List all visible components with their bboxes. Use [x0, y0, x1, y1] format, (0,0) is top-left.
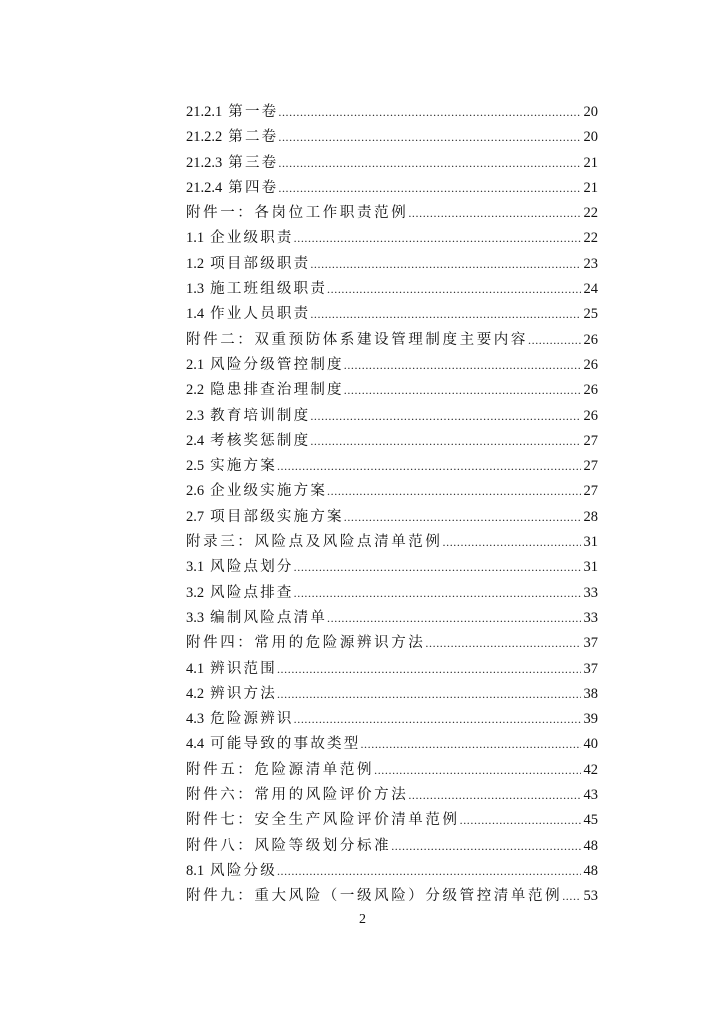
toc-entry-title: 企业级实施方案 [210, 483, 328, 500]
toc-entry[interactable] [186, 808, 598, 833]
toc-entry-title: 风险点划分 [210, 559, 294, 576]
toc-entry-page: 26 [583, 356, 598, 373]
toc-entry[interactable] [186, 277, 598, 302]
toc-entry-number: 1.4 [186, 306, 205, 323]
toc-entry[interactable] [186, 783, 598, 808]
toc-entry-title: 项目部级实施方案 [210, 508, 344, 525]
toc-entry-title: 辨识方法 [210, 685, 277, 702]
toc-dot-leader [327, 479, 581, 504]
toc-entry-page: 26 [583, 407, 598, 424]
toc-entry-page: 37 [583, 635, 598, 652]
toc-entry-title: 第一卷 [228, 104, 279, 120]
toc-entry-page: 22 [583, 205, 598, 222]
toc-entry-page: 21 [583, 154, 598, 171]
toc-entry[interactable] [186, 226, 598, 251]
toc-entry-page: 27 [583, 432, 598, 449]
toc-entry[interactable] [186, 657, 598, 682]
toc-entry-number: 8.1 [186, 862, 205, 879]
toc-entry-title: 附录三：风险点及风险点清单范例 [186, 534, 443, 551]
toc-dot-leader [294, 707, 581, 732]
toc-entry[interactable] [186, 834, 598, 859]
toc-entry-number: 21.2.2 [186, 129, 223, 146]
toc-dot-leader [310, 252, 581, 277]
toc-entry[interactable] [186, 176, 598, 201]
toc-entry-page: 20 [583, 129, 598, 146]
toc-entry-page: 48 [583, 862, 598, 879]
toc-entry-page: 23 [583, 255, 598, 272]
toc-entry[interactable] [186, 404, 598, 429]
toc-entry-title: 施工班组级职责 [210, 281, 328, 298]
toc-entry-title: 编制风险点清单 [210, 609, 328, 626]
toc-entry-page: 37 [583, 660, 598, 677]
toc-entry-page: 42 [583, 761, 598, 778]
toc-entry-page: 38 [583, 685, 598, 702]
toc-entry-number: 3.3 [186, 609, 205, 626]
toc-entry-title: 辨识范围 [210, 660, 277, 677]
toc-entry[interactable] [186, 682, 598, 707]
toc-entry[interactable] [186, 732, 598, 757]
toc-entry[interactable] [186, 859, 598, 884]
toc-entry-page: 27 [583, 458, 598, 475]
toc-dot-leader [360, 732, 581, 757]
toc-entry[interactable] [186, 125, 598, 150]
toc-entry-title: 第二卷 [228, 129, 279, 146]
toc-entry-page: 20 [583, 104, 598, 120]
toc-entry-title: 附件五：危险源清单范例 [186, 761, 375, 778]
toc-entry-title: 隐患排查治理制度 [210, 382, 344, 399]
toc-entry-page: 33 [583, 609, 598, 626]
toc-entry[interactable] [186, 429, 598, 454]
toc-dot-leader [278, 151, 581, 176]
toc-entry[interactable] [186, 378, 598, 403]
toc-entry[interactable] [186, 302, 598, 327]
toc-entry-number: 4.4 [186, 736, 205, 753]
toc-dot-leader [460, 808, 581, 833]
toc-entry[interactable] [186, 328, 598, 353]
toc-dot-leader [528, 328, 581, 353]
toc-dot-leader [391, 834, 581, 859]
toc-entry-title: 危险源辨识 [210, 711, 294, 728]
toc-entry-title: 教育培训制度 [210, 407, 311, 424]
toc-entry-title: 考核奖惩制度 [210, 432, 311, 449]
toc-entry-title: 附件九：重大风险（一级风险）分级管控清单范例 [186, 888, 563, 905]
toc-entry[interactable] [186, 555, 598, 580]
toc-entry[interactable] [186, 707, 598, 732]
toc-dot-leader [277, 454, 581, 479]
toc-dot-leader [344, 505, 581, 530]
toc-entry-number: 2.5 [186, 458, 205, 475]
toc-dot-leader [425, 631, 581, 656]
toc-dot-leader [294, 581, 581, 606]
toc-entry-page: 24 [583, 281, 598, 298]
toc-entry-title: 作业人员职责 [210, 306, 311, 323]
toc-dot-leader [327, 277, 581, 302]
toc-entry-number: 1.2 [186, 255, 205, 272]
toc-entry[interactable] [186, 151, 598, 176]
page-number: 2 [359, 912, 366, 927]
toc-entry-number: 2.7 [186, 508, 205, 525]
toc-entry-title: 附件二：双重预防体系建设管理制度主要内容 [186, 331, 528, 348]
toc-entry-title: 风险分级 [210, 862, 277, 879]
toc-entry[interactable] [186, 758, 598, 783]
toc-dot-leader [278, 176, 581, 201]
toc-entry-page: 48 [583, 837, 598, 854]
toc-entry[interactable] [186, 479, 598, 504]
toc-entry[interactable] [186, 454, 598, 479]
toc-entry[interactable] [186, 884, 598, 909]
toc-dot-leader [327, 606, 581, 631]
toc-entry-page: 53 [583, 888, 598, 905]
toc-dot-leader [310, 302, 581, 327]
toc-entry-number: 21.2.1 [186, 104, 223, 120]
toc-entry-page: 21 [583, 179, 598, 196]
toc-entry[interactable] [186, 201, 598, 226]
toc-entry[interactable] [186, 581, 598, 606]
toc-entry-title: 可能导致的事故类型 [210, 736, 361, 753]
toc-entry-number: 2.1 [186, 356, 205, 373]
toc-dot-leader [408, 201, 581, 226]
toc-entry-page: 40 [583, 736, 598, 753]
toc-dot-leader [294, 226, 581, 251]
toc-entry-number: 1.1 [186, 230, 205, 247]
toc-entry-number: 2.2 [186, 382, 205, 399]
table-of-contents [186, 100, 598, 910]
toc-entry-number: 4.1 [186, 660, 205, 677]
toc-dot-leader [310, 404, 581, 429]
toc-entry-page: 22 [583, 230, 598, 247]
toc-dot-leader [277, 657, 581, 682]
toc-entry-page: 31 [583, 534, 598, 551]
toc-dot-leader [344, 378, 581, 403]
toc-dot-leader [278, 100, 581, 125]
toc-entry-title: 项目部级职责 [210, 255, 311, 272]
toc-dot-leader [408, 783, 581, 808]
toc-entry-title: 风险点排查 [210, 584, 294, 601]
toc-entry[interactable] [186, 505, 598, 530]
toc-entry-number: 4.2 [186, 685, 205, 702]
toc-entry-title: 附件六：常用的风险评价方法 [186, 787, 409, 804]
toc-entry-title: 第三卷 [228, 154, 279, 171]
toc-entry-page: 27 [583, 483, 598, 500]
toc-dot-leader [310, 429, 581, 454]
toc-entry-page: 43 [583, 787, 598, 804]
toc-entry-title: 第四卷 [228, 179, 279, 196]
toc-dot-leader [443, 530, 582, 555]
toc-dot-leader [294, 555, 581, 580]
toc-entry-page: 39 [583, 711, 598, 728]
toc-dot-leader [562, 884, 581, 909]
toc-entry[interactable] [186, 353, 598, 378]
toc-entry-number: 21.2.3 [186, 154, 223, 171]
toc-entry-number: 21.2.4 [186, 179, 223, 196]
toc-entry-page: 26 [583, 331, 598, 348]
toc-entry-number: 2.3 [186, 407, 205, 424]
toc-entry-page: 45 [583, 812, 598, 829]
toc-entry-page: 33 [583, 584, 598, 601]
toc-entry-number: 2.4 [186, 432, 205, 449]
toc-entry-page: 26 [583, 382, 598, 399]
toc-dot-leader [344, 353, 581, 378]
toc-entry-title: 附件七：安全生产风险评价清单范例 [186, 812, 460, 829]
toc-dot-leader [278, 125, 581, 150]
toc-entry-title: 附件一：各岗位工作职责范例 [186, 205, 409, 222]
toc-entry[interactable] [186, 631, 598, 656]
toc-entry-title: 附件八：风险等级划分标准 [186, 837, 392, 854]
toc-entry-title: 企业级职责 [210, 230, 294, 247]
toc-entry-number: 2.6 [186, 483, 205, 500]
toc-entry-page: 31 [583, 559, 598, 576]
toc-dot-leader [277, 859, 581, 884]
toc-entry-title: 风险分级管控制度 [210, 356, 344, 373]
toc-entry-page: 25 [583, 306, 598, 323]
toc-entry[interactable] [186, 100, 598, 125]
toc-dot-leader [374, 758, 581, 783]
toc-entry[interactable] [186, 252, 598, 277]
toc-entry-number: 4.3 [186, 711, 205, 728]
toc-entry-title: 实施方案 [210, 458, 277, 475]
toc-entry-title: 附件四：常用的危险源辨识方法 [186, 635, 426, 652]
toc-entry-number: 3.2 [186, 584, 205, 601]
toc-entry-number: 3.1 [186, 559, 205, 576]
toc-entry[interactable] [186, 530, 598, 555]
toc-entry[interactable] [186, 606, 598, 631]
toc-dot-leader [277, 682, 581, 707]
toc-entry-page: 28 [583, 508, 598, 525]
toc-entry-number: 1.3 [186, 281, 205, 298]
